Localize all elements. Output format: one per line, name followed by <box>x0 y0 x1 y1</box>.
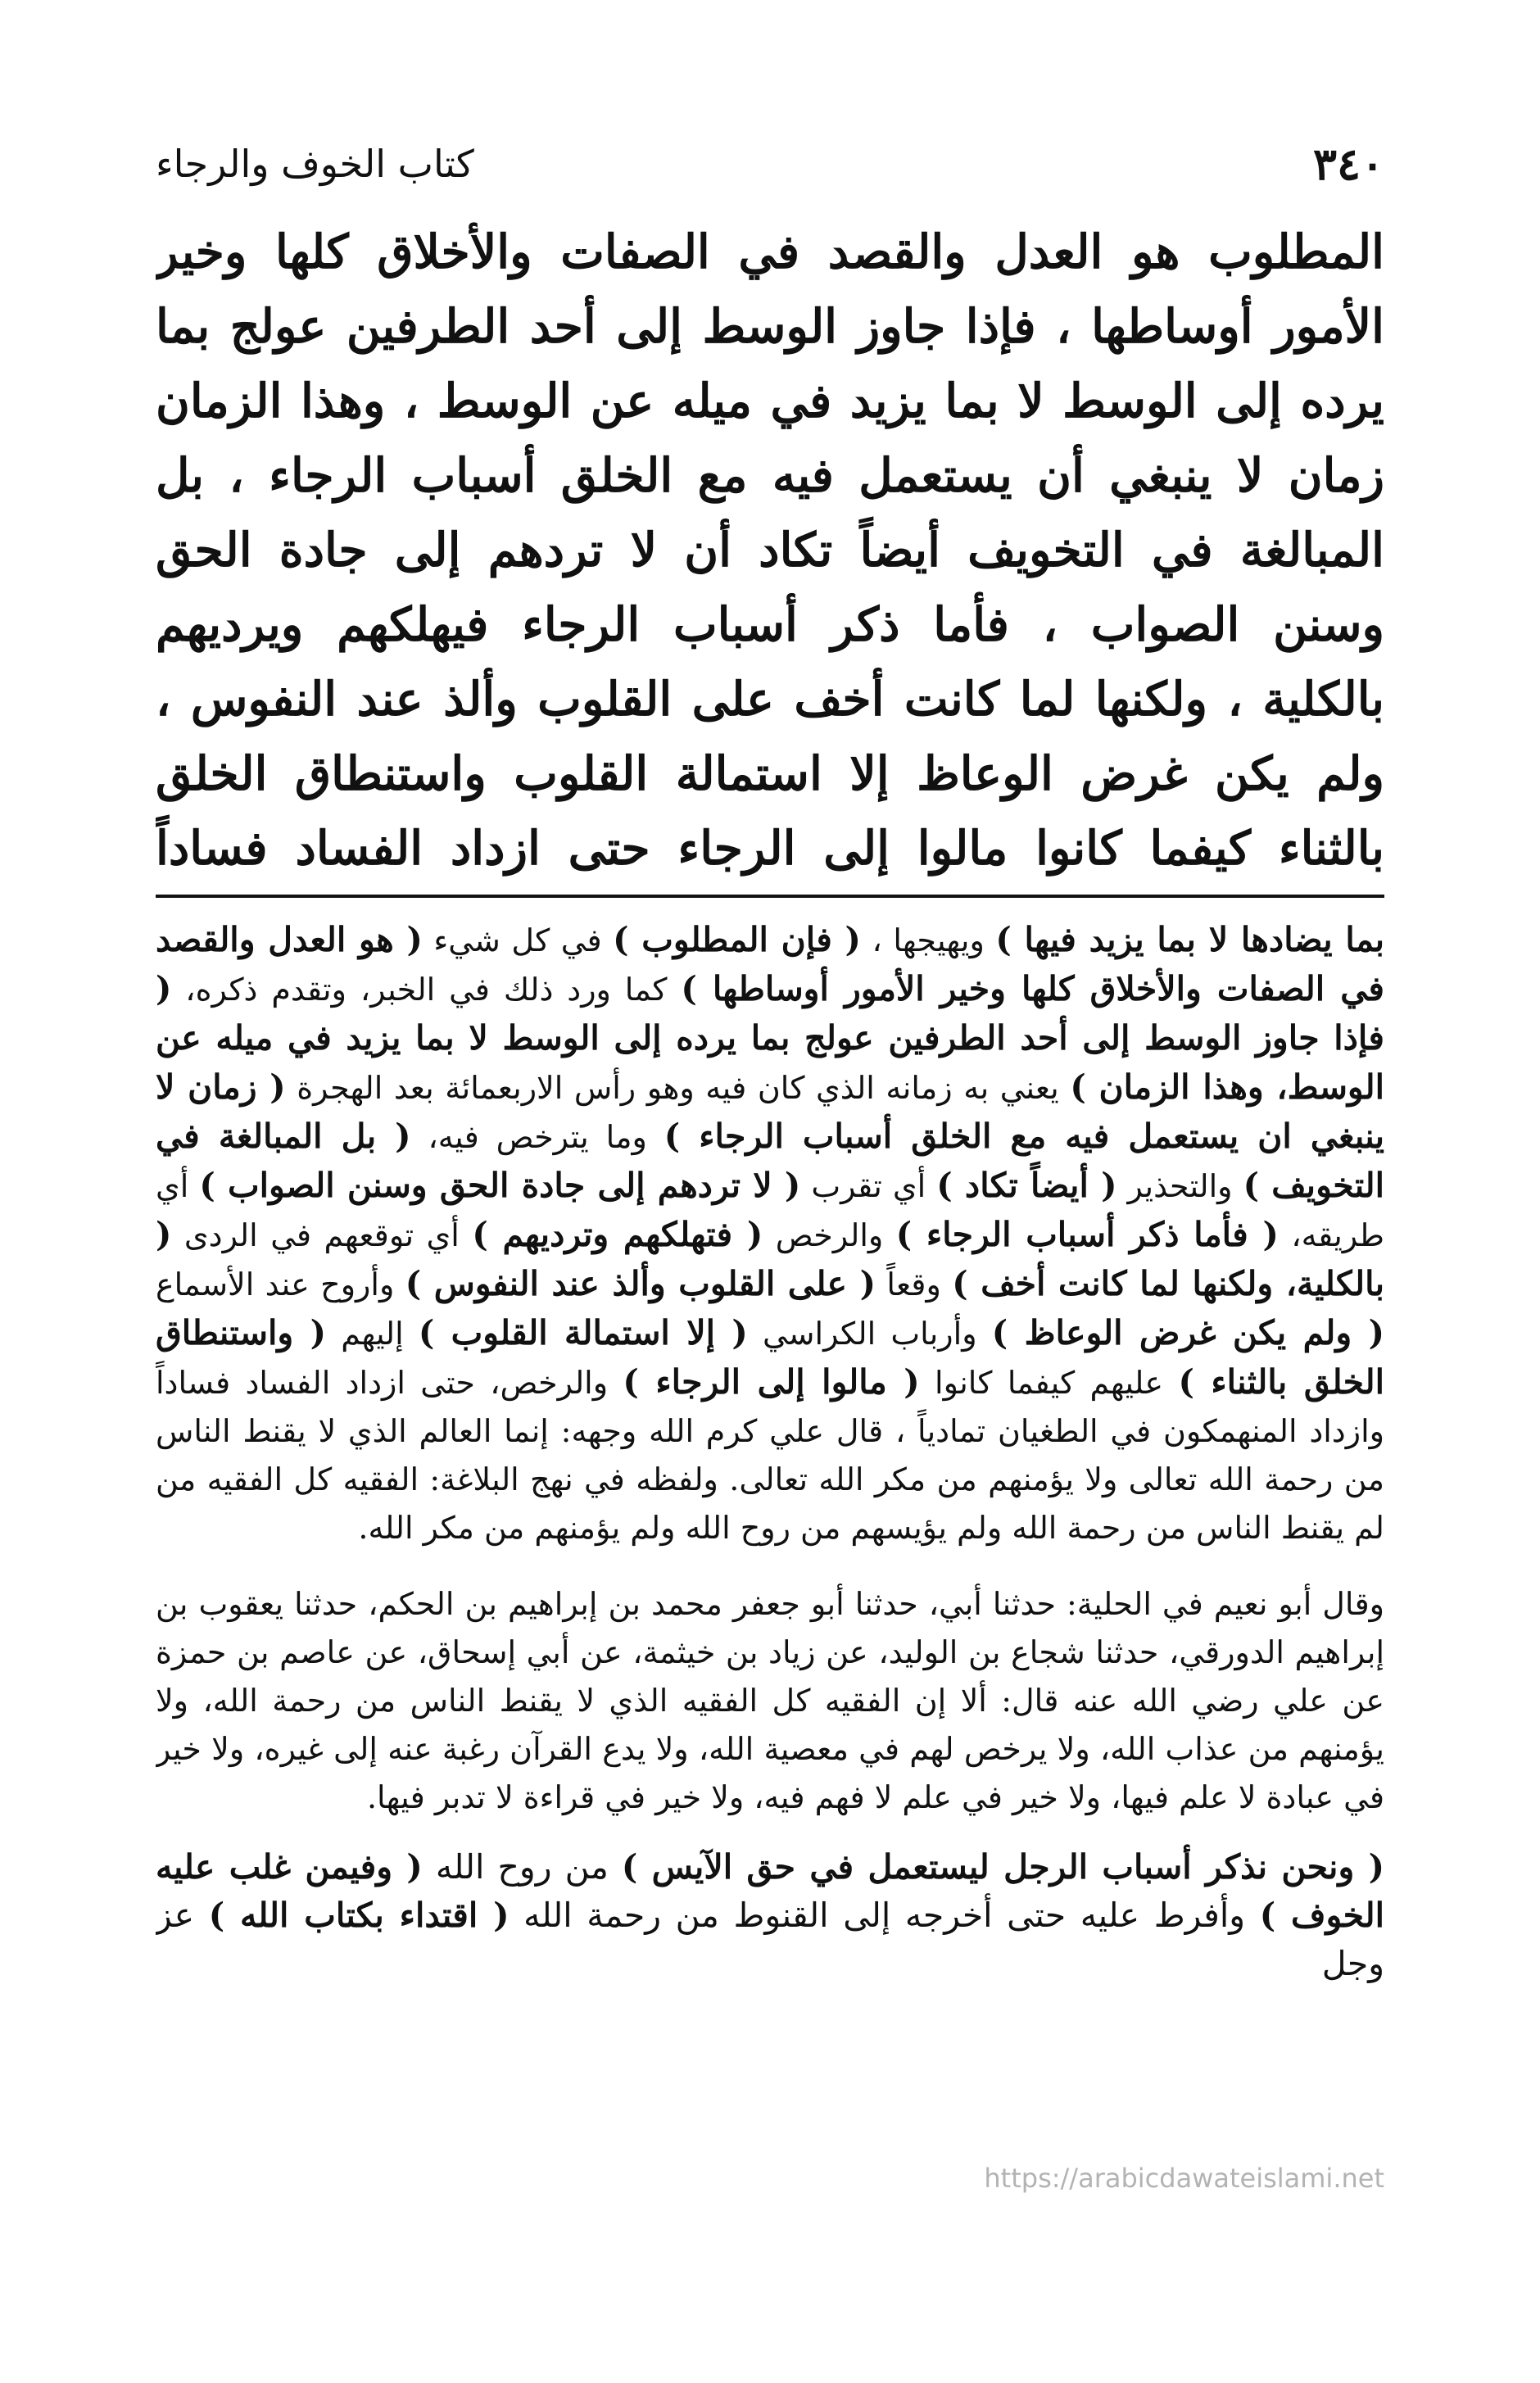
commentary-text-segment: وما يترخص فيه، <box>410 1119 664 1155</box>
quoted-text-segment: ( مالوا إلى الرجاء ) <box>623 1362 920 1402</box>
commentary-text-segment: وأرباب الكراسي <box>747 1316 992 1352</box>
quoted-text-segment: ( فإن المطلوب ) <box>613 920 861 959</box>
quoted-text-segment: ( فأما ذكر أسباب الرجاء ) <box>895 1215 1279 1254</box>
footnote-divider <box>156 895 1384 898</box>
commentary-text-segment: أي تقرب <box>800 1168 937 1204</box>
running-title: كتاب الخوف والرجاء <box>156 142 474 186</box>
quoted-text-segment: ( فتهلكهم وترديهم ) <box>472 1215 763 1254</box>
quoted-text-segment: ( اقتداء بكتاب الله ) <box>208 1896 510 1935</box>
quoted-text-segment: بما يضادها لا بما يزيد فيها ) <box>995 920 1384 959</box>
quoted-text-segment: ( بل المبالغة في التخويف ) <box>156 1117 1384 1205</box>
commentary-text-segment: عز وجل <box>156 1896 1384 1983</box>
commentary-paragraph-2: وقال أبو نعيم في الحلية: حدثنا أبي، حدثنا أبو جعفر محمد بن إبراهيم بن الحكم، حدثنا يعقوب بن إبراهيم الدورقي، حدثنا شجاع بن الوليد، عن زياد بن خيثمة، عن أبي إسحاق، عن عاصم بن حمزة عن علي رضي الله عنه قال: ألا إن الفقيه كل الفقيه الذي لا يقنط الناس من رحمة الله، ولا يؤمنهم من عذاب الله، ولا يرخص لهم في معصية الله، ولا يدع القرآن رغبة عنه إلى غيره، ولا خير في عبادة لا علم فيها، ولا خير في علم لا فهم فيه، ولا خير في قراءة لا تدبر فيها. <box>156 1586 1384 1815</box>
commentary-paragraph-1 <box>156 916 1384 1552</box>
quoted-text-segment: ( على القلوب وألذ عند النفوس ) <box>405 1264 876 1303</box>
quoted-text-segment: ( ونحن نذكر أسباب الرجل ليستعمل في حق الآيس ) <box>621 1847 1384 1887</box>
quoted-text-segment: ( وفيمن غلب عليه الخوف ) <box>156 1847 1384 1935</box>
main-text <box>156 215 1384 886</box>
quoted-text-segment: ( هو العدل والقصد في الصفات والأخلاق كلها وخير الأمور أوساطها ) <box>156 920 1384 1008</box>
quoted-text-segment: ( أيضاً تكاد ) <box>936 1166 1117 1205</box>
commentary-text-segment: والرخص، حتى ازداد الفساد فساداً وازداد المنهمكون في الطغيان تمادياً ، قال علي كرم الله وجهه: إنما العالم الذي لا يقنط الناس من رحمة الله تعالى ولا يؤمنهم من مكر الله تعالى. ولفظه في نهج البلاغة: الفقيه كل الفقيه من لم يقنط الناس من رحمة الله ولم يؤيسهم من روح الله ولم يؤمنهم من مكر الله. <box>156 1365 1384 1546</box>
main-text-paragraph: المطلوب هو العدل والقصد في الصفات والأخلاق كلها وخير الأمور أوساطها ، فإذا جاوز الوسط إلى أحد الطرفين عولج بما يرده إلى الوسط لا بما يزيد في ميله عن الوسط ، وهذا الزمان زمان لا ينبغي أن يستعمل فيه مع الخلق أسباب الرجاء ، بل المبالغة في التخويف أيضاً تكاد أن لا تردهم إلى جادة الحق وسنن الصواب ، فأما ذكر أسباب الرجاء فيهلكهم ويرديهم بالكلية ، ولكنها لما كانت أخف على القلوب وألذ عند النفوس ، ولم يكن غرض الوعاظ إلا استمالة القلوب واستنطاق الخلق بالثناء كيفما كانوا مالوا إلى الرجاء حتى ازداد الفساد فساداً <box>156 224 1384 876</box>
commentary-text-segment: ويهيجها ، <box>860 922 996 958</box>
commentary-text-segment: والرخص <box>763 1217 896 1253</box>
page-number: ٣٤٠ <box>1312 138 1384 190</box>
quoted-text-segment: ( واستنطاق الخلق بالثناء ) <box>156 1313 1384 1402</box>
commentary-text-segment: كما ورد ذلك في الخبر، وتقدم ذكره، <box>171 972 682 1008</box>
commentary-text-segment: يعني به زمانه الذي كان فيه وهو رأس الاربعمائة بعد الهجرة <box>285 1070 1071 1106</box>
watermark-url: https://arabicdawateislami.net <box>984 2163 1384 2194</box>
commentary-section <box>156 916 1384 2145</box>
commentary-text-segment: وقعاً <box>876 1266 953 1302</box>
quoted-text-segment: ( فإذا جاوز الوسط إلى أحد الطرفين عولج بما يرده إلى الوسط لا بما يزيد في ميله عن الوسط، وهذا الزمان ) <box>156 969 1384 1107</box>
commentary-paragraph-3 <box>156 1843 1384 1988</box>
commentary-text-segment: وأفرط عليه حتى أخرجه إلى القنوط من رحمة الله <box>509 1896 1260 1935</box>
commentary-text-segment: إليهم <box>326 1316 419 1352</box>
commentary-text-segment: أي طريقه، <box>156 1168 1384 1253</box>
commentary-text-segment: والتحذير <box>1116 1168 1243 1204</box>
page-header <box>156 131 1384 197</box>
quoted-text-segment: ( إلا استمالة القلوب ) <box>418 1313 748 1352</box>
commentary-text-segment: وأروح عند الأسماع <box>156 1266 405 1302</box>
commentary-text-segment: أي توقعهم في الردى <box>171 1217 473 1253</box>
commentary-text-segment: عليهم كيفما كانوا <box>919 1365 1179 1401</box>
commentary-text-segment: من روح الله <box>422 1847 622 1887</box>
quoted-text-segment: ( بالكلية، ولكنها لما كانت أخف ) <box>156 1215 1384 1303</box>
quoted-text-segment: ( زمان لا ينبغي ان يستعمل فيه مع الخلق أسباب الرجاء ) <box>156 1067 1384 1156</box>
quoted-text-segment: ( ولم يكن غرض الوعاظ ) <box>991 1313 1384 1352</box>
quoted-text-segment: ( لا تردهم إلى جادة الحق وسنن الصواب ) <box>199 1166 801 1205</box>
commentary-text-segment: في كل شيء <box>422 922 614 958</box>
